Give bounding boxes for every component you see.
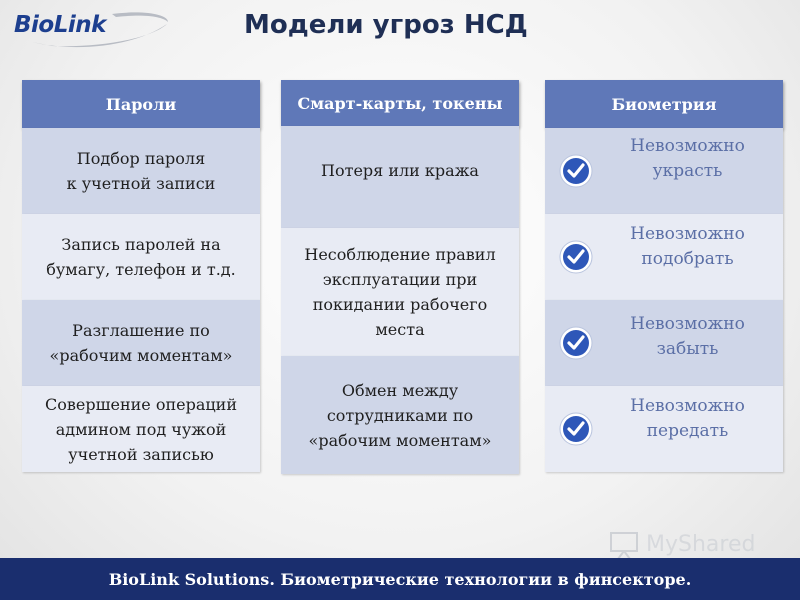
biolink-logo [12, 8, 162, 48]
biometric-advantage-cell [545, 214, 783, 300]
biometric-advantage-cell [545, 386, 783, 472]
column-header-passwords: Пароли [22, 80, 260, 128]
column-header-smartcards: Смарт-карты, токены [281, 80, 519, 126]
biometric-advantage-text: Невозможно забыть [630, 314, 745, 359]
check-circle-icon [559, 154, 593, 188]
column-passwords [22, 80, 260, 472]
threat-cell: Потеря или кража [281, 126, 519, 228]
biometric-advantage-cell [545, 300, 783, 386]
threat-cell: Несоблюдение правил эксплуатации при покидании рабочего места [281, 228, 519, 356]
threat-cell: Подбор пароля к учетной записи [22, 128, 260, 214]
biometric-advantage-text: Невозможно передать [630, 396, 745, 441]
biometric-advantage-text: Невозможно подобрать [630, 224, 745, 269]
logo-text: BioLink [14, 12, 106, 38]
column-biometrics [545, 80, 783, 472]
threat-cell: Разглашение по «рабочим моментам» [22, 300, 260, 386]
threat-cell: Обмен между сотрудниками по «рабочим моментам» [281, 356, 519, 474]
watermark-text: MyShared [646, 532, 756, 557]
page-title: Модели угроз НСД [244, 10, 528, 40]
threat-cell: Запись паролей на бумагу, телефон и т.д. [22, 214, 260, 300]
biometric-advantage-cell [545, 128, 783, 214]
check-circle-icon [559, 240, 593, 274]
myshared-watermark [608, 530, 778, 560]
threat-cell: Совершение операций админом под чужой учетной записью [22, 386, 260, 472]
column-smartcards [281, 80, 519, 474]
check-circle-icon [559, 412, 593, 446]
presentation-icon [608, 530, 642, 560]
column-header-biometrics: Биометрия [545, 80, 783, 128]
biometric-advantage-text: Невозможно украсть [630, 136, 745, 181]
check-circle-icon [559, 326, 593, 360]
footer-banner: BioLink Solutions. Биометрические технологии в финсекторе. [0, 558, 800, 600]
